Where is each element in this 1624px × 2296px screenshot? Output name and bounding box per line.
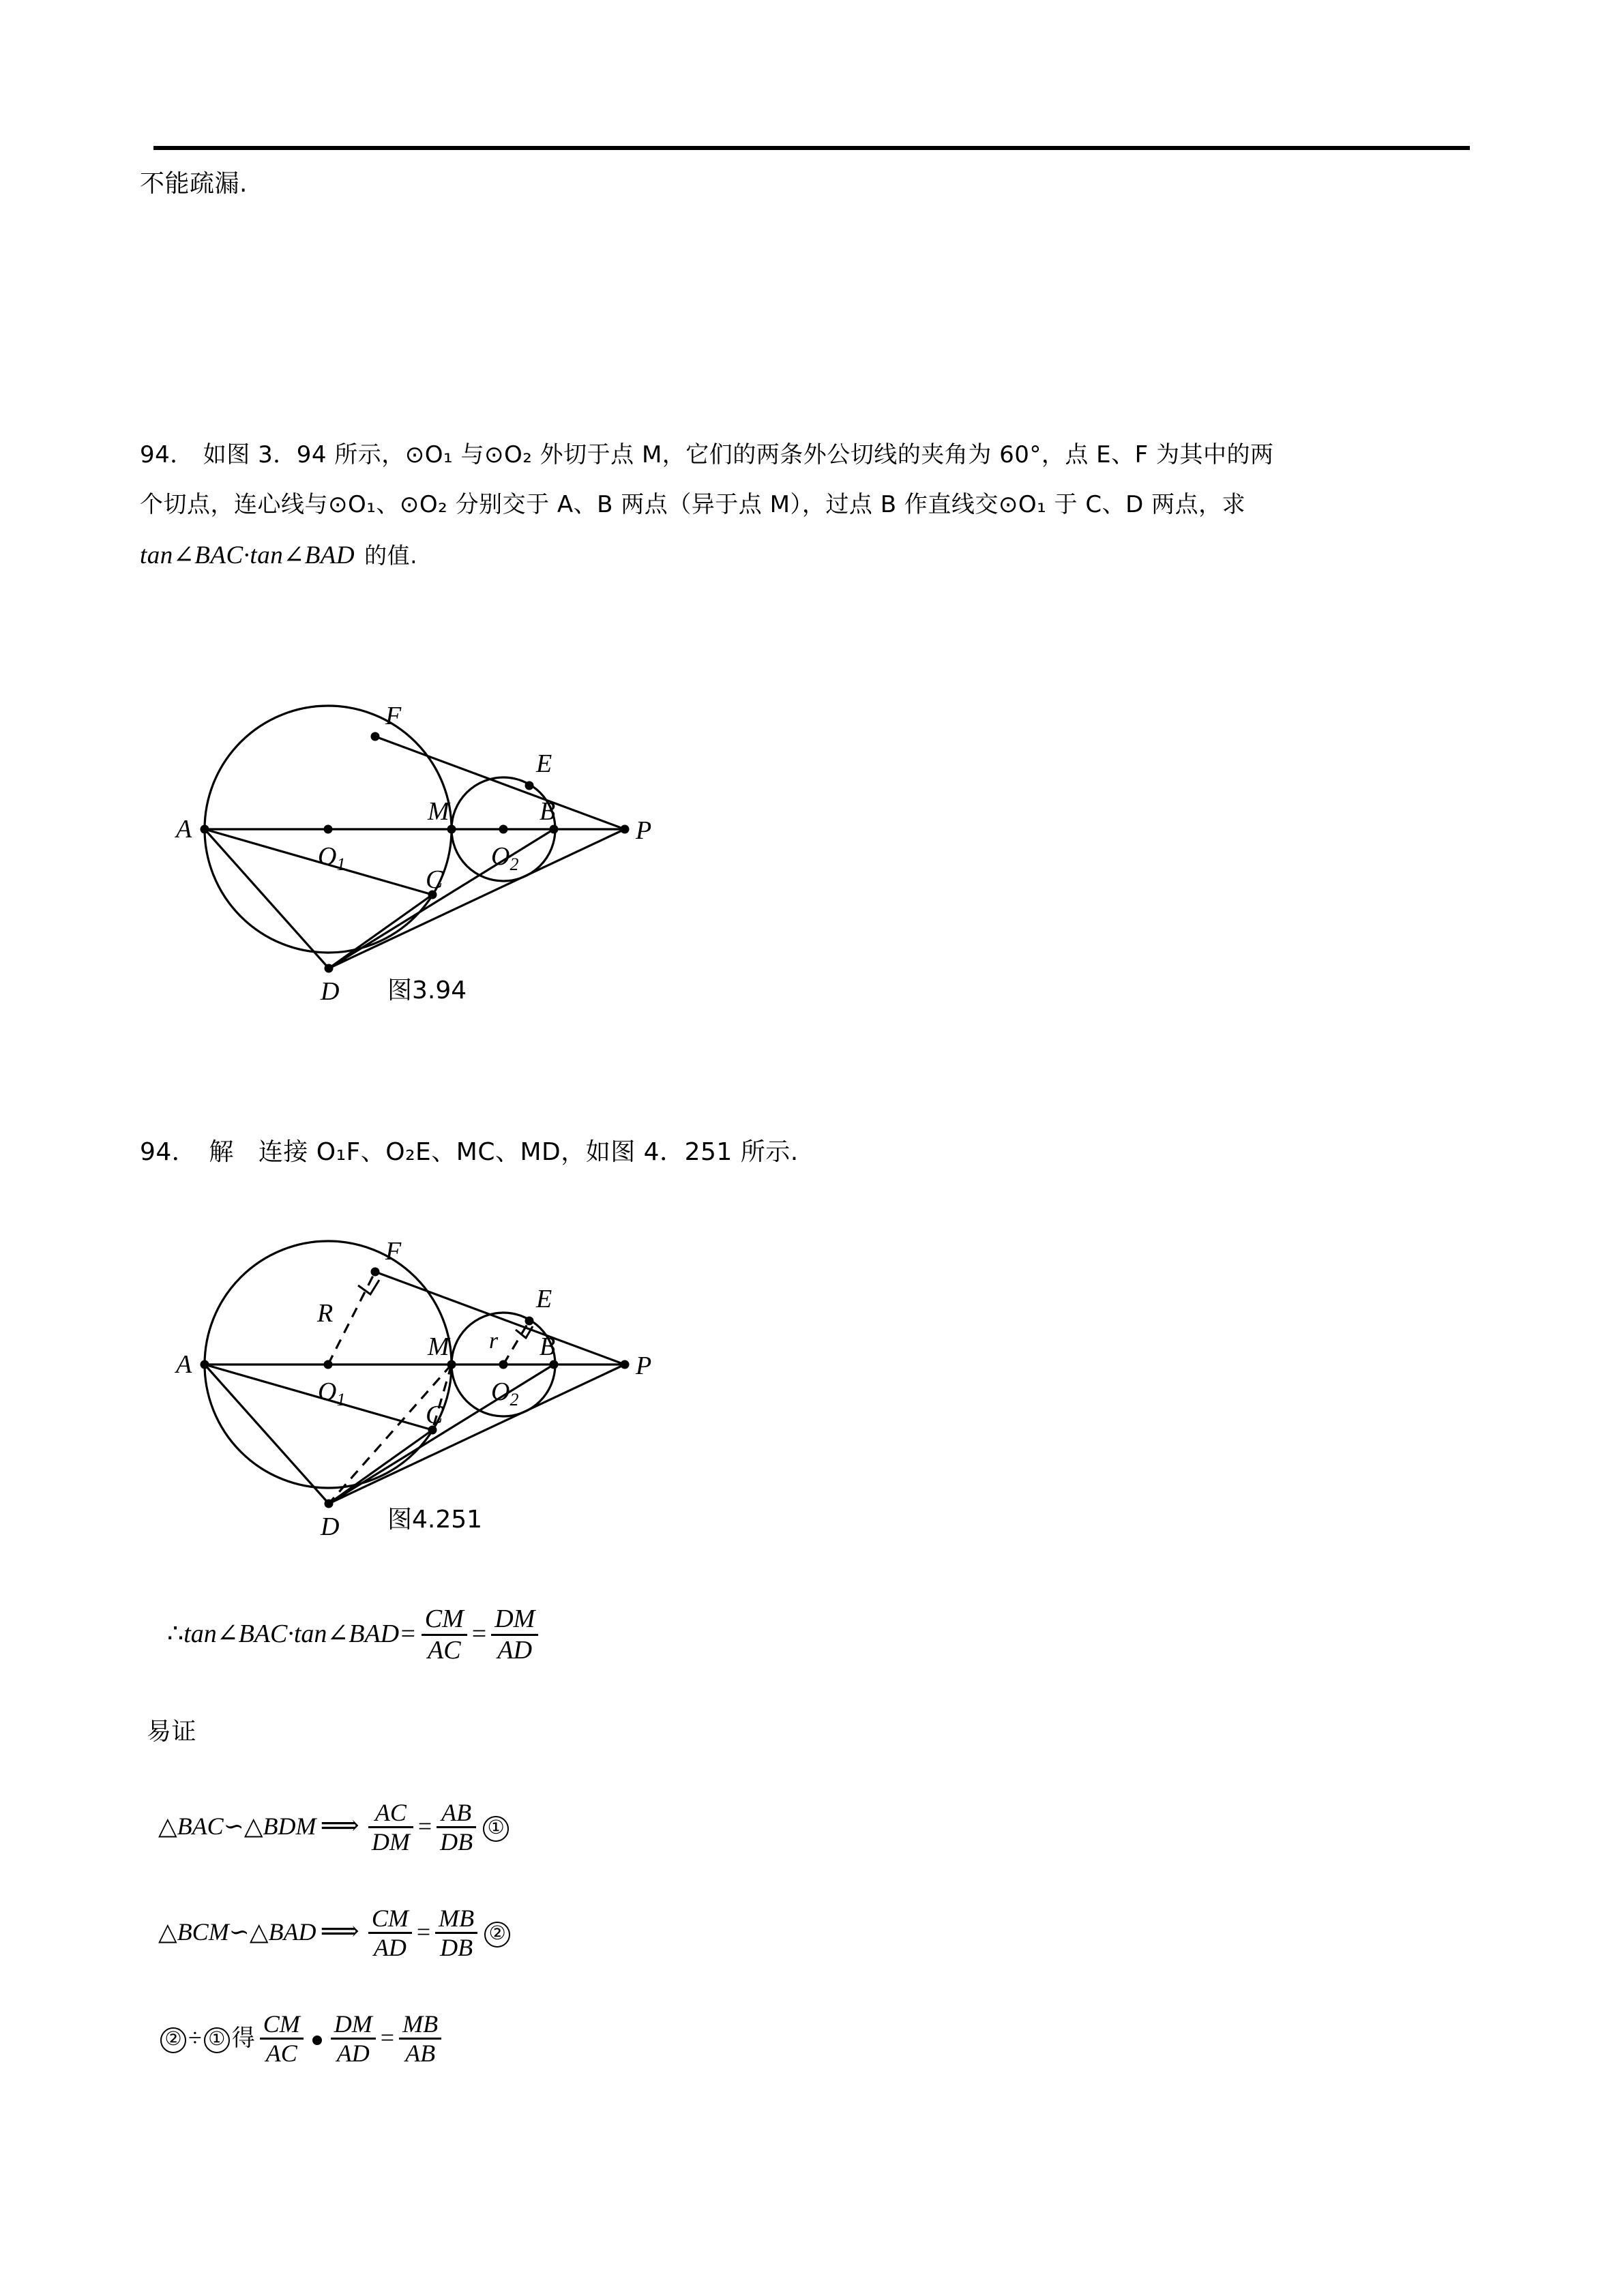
point-P-dot — [621, 1360, 630, 1369]
fraction-cm-ad-den: AD — [373, 1934, 407, 1962]
fraction-cm-ac-num: CM — [422, 1605, 467, 1636]
fraction-ab-db-num: AB — [437, 1799, 476, 1828]
segment-CD — [329, 895, 432, 968]
label-M: M — [428, 1332, 449, 1361]
label-C: C — [426, 1401, 443, 1429]
eq1-tag: ① — [483, 1816, 509, 1842]
header-rule — [153, 146, 1470, 150]
problem-number-text: 94． — [140, 441, 194, 468]
fraction-dm-ad-den: AD — [497, 1635, 533, 1665]
problem-line-3-tail: 的值. — [364, 542, 418, 569]
problem-line-3-math: tan∠BAC·tan∠BAD — [140, 541, 355, 569]
eq1-lhs: △BAC∽△BDM — [158, 1813, 316, 1840]
problem-line-1: 如图 3．94 所示，⊙O₁ 与⊙O₂ 外切于点 M，它们的两条外公切线的夹角为 60°，点 E、F 为其中的两 — [203, 441, 1274, 468]
point-D-dot — [325, 1500, 334, 1508]
therefore-symbol: ∴ — [167, 1619, 184, 1648]
label-C: C — [426, 865, 443, 894]
eq3-tag-a: ② — [160, 2027, 186, 2053]
eq3-word: 得 — [231, 2025, 255, 2053]
fraction-mb-ab-num: MB — [399, 2010, 441, 2040]
label-E: E — [536, 749, 552, 778]
label-O2: $O_2$ — [491, 842, 519, 874]
fraction-mb-db-num: MB — [435, 1905, 477, 1934]
solution-number: 94． — [140, 1138, 197, 1166]
eq3-tag-b: ① — [204, 2027, 230, 2053]
figure-4-251-svg — [150, 1204, 668, 1541]
point-E-dot — [525, 1317, 534, 1326]
label-E: E — [536, 1285, 552, 1313]
label-P: P — [636, 816, 652, 845]
label-B: B — [540, 797, 556, 826]
figure-3-94-caption-text: 图3.94 — [387, 976, 467, 1004]
eq2-rel: = — [416, 1918, 431, 1946]
eq2-tag: ② — [484, 1922, 510, 1948]
equation-3 — [158, 2012, 446, 2069]
label-F: F — [385, 702, 402, 730]
right-angle-mark-F — [358, 1280, 379, 1294]
label-O2: $O_2$ — [491, 1377, 519, 1410]
point-A-dot — [201, 825, 209, 834]
eq3-rel: = — [380, 2024, 395, 2052]
fraction-cm-ac-2-den: AC — [265, 2040, 297, 2068]
yizheng-text: 易证 — [147, 1718, 197, 1746]
fraction-cm-ac-2-num: CM — [260, 2010, 304, 2040]
problem-line-2: 个切点，连心线与⊙O₁、⊙O₂ 分别交于 A、B 两点（异于点 M），过点 B 作直线交⊙O₁ 于 C、D 两点，求 — [140, 491, 1246, 518]
eq2-lhs: △BCM∽△BAD — [158, 1918, 316, 1946]
label-D: D — [321, 977, 340, 1006]
point-D-dot — [325, 964, 334, 973]
point-P-dot — [621, 825, 630, 834]
label-O1: $O_1$ — [318, 1377, 346, 1410]
fraction-dm-ad-2-num: DM — [331, 2010, 376, 2040]
eq-conclusion-lhs: tan∠BAC·tan∠BAD= — [183, 1619, 417, 1648]
point-A-dot — [201, 1360, 209, 1369]
solution-text: 连接 O₁F、O₂E、MC、MD，如图 4．251 所示. — [258, 1138, 799, 1166]
fraction-ac-dm — [368, 1799, 413, 1856]
fraction-mb-db-den: DB — [440, 1934, 473, 1962]
fraction-cm-ad-num: CM — [368, 1905, 412, 1934]
label-O1: $O_1$ — [318, 842, 346, 874]
point-F-dot — [371, 732, 380, 741]
equation-2 — [158, 1906, 512, 1963]
label-D: D — [321, 1512, 340, 1541]
fraction-cm-ad — [368, 1905, 412, 1962]
figure-3-94-points — [201, 732, 630, 973]
eq2-arrow: ⟹ — [320, 1915, 359, 1947]
point-O1-dot — [324, 825, 333, 834]
figure-3-94-caption — [387, 971, 467, 1006]
fraction-dm-ad — [491, 1605, 538, 1665]
figure-4-251 — [150, 1204, 668, 1541]
point-O2-dot — [499, 825, 508, 834]
equation-1 — [158, 1800, 511, 1858]
point-M-dot — [447, 825, 456, 834]
label-P: P — [636, 1352, 652, 1380]
eq1-rel: = — [417, 1813, 432, 1840]
problem-line-3 — [140, 543, 417, 568]
tangent-lower — [329, 1365, 625, 1504]
secant-DB — [329, 829, 554, 968]
segment-AD — [205, 829, 329, 968]
fraction-dm-ad-2-den: AD — [336, 2040, 370, 2068]
figure-4-251-caption-text: 图4.251 — [387, 1506, 483, 1534]
fraction-cm-ac-2 — [260, 2010, 304, 2068]
fraction-mb-db — [435, 1905, 477, 1962]
fraction-ab-db — [437, 1799, 476, 1856]
fraction-ac-dm-num: AC — [368, 1799, 413, 1828]
fraction-cm-ac — [422, 1605, 467, 1665]
label-R: R — [317, 1299, 334, 1328]
fraction-mb-ab — [399, 2010, 441, 2068]
label-F: F — [385, 1237, 402, 1266]
fraction-ab-db-den: DB — [440, 1828, 473, 1856]
problem-number — [140, 443, 1274, 466]
label-A: A — [176, 815, 192, 844]
eq3-op: ÷ — [188, 2024, 202, 2052]
carryover-text: 不能疏漏. — [140, 170, 248, 198]
eq1-arrow: ⟹ — [320, 1810, 359, 1841]
point-B-dot — [550, 825, 559, 834]
point-O1-dot — [324, 1360, 333, 1369]
solution-line — [140, 1140, 799, 1165]
multiply-dot — [312, 2036, 322, 2045]
segment-AD — [205, 1365, 329, 1504]
fraction-cm-ac-den: AC — [427, 1635, 461, 1665]
point-O2-dot — [499, 1360, 508, 1369]
label-B: B — [540, 1332, 556, 1361]
label-A: A — [176, 1350, 192, 1379]
label-r: r — [489, 1328, 499, 1354]
point-B-dot — [550, 1360, 559, 1369]
label-M: M — [428, 797, 449, 826]
tangent-lower — [329, 829, 625, 968]
figure-4-251-caption — [387, 1500, 482, 1535]
eq-conclusion-rel: = — [471, 1619, 487, 1648]
fraction-mb-ab-den: AB — [405, 2040, 436, 2068]
dashed-radius-O2E — [503, 1321, 529, 1365]
point-E-dot — [525, 781, 534, 790]
segment-CD — [329, 1430, 432, 1504]
fraction-dm-ad-2 — [331, 2010, 376, 2068]
fraction-dm-ad-num: DM — [491, 1605, 538, 1636]
tangent-upper — [375, 1272, 625, 1365]
equation-conclusion — [167, 1606, 543, 1666]
tangent-upper — [375, 736, 625, 829]
dashed-radius-O1F — [328, 1272, 375, 1365]
solution-label: 解 — [209, 1138, 234, 1166]
point-F-dot — [371, 1268, 380, 1277]
point-M-dot — [447, 1360, 456, 1369]
fraction-ac-dm-den: DM — [371, 1828, 410, 1856]
secant-DB — [329, 1365, 554, 1504]
